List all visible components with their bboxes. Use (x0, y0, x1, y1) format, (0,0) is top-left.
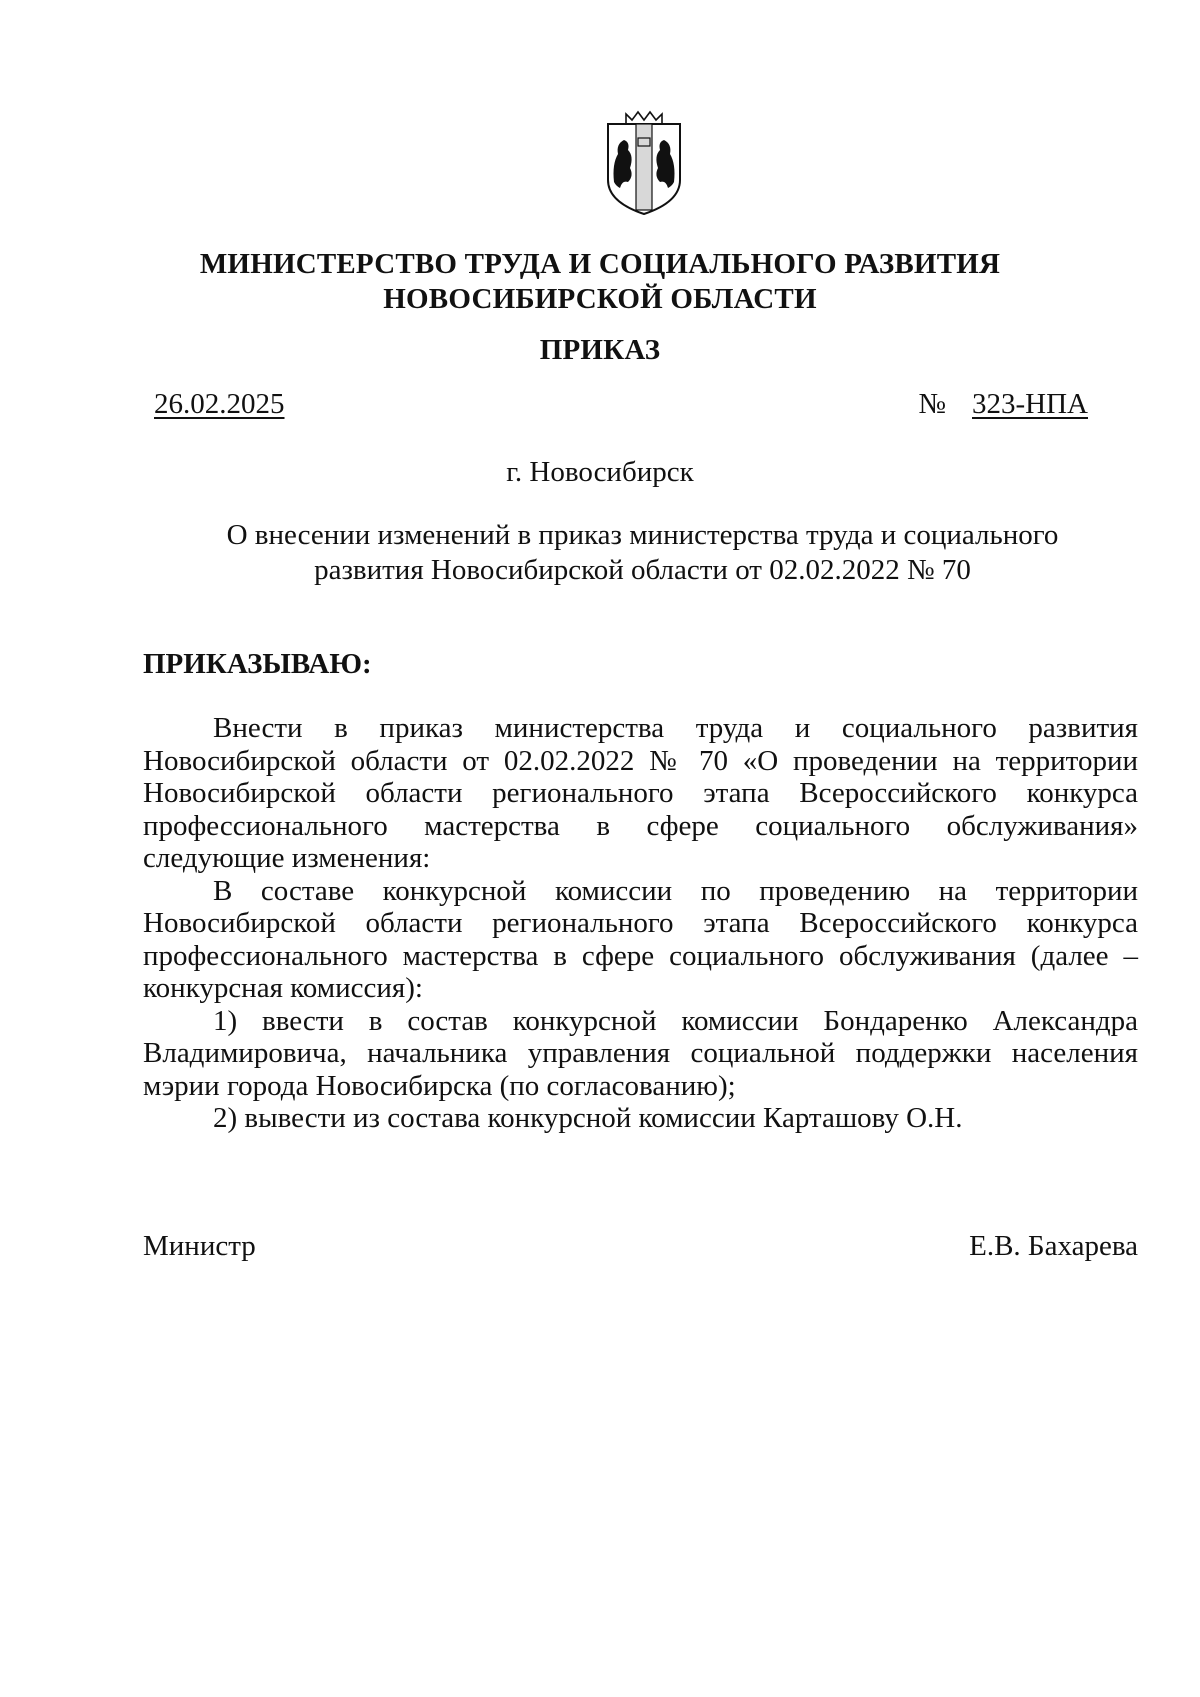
document-city: г. Новосибирск (506, 456, 694, 488)
ministry-name-line2: НОВОСИБИРСКОЙ ОБЛАСТИ (383, 283, 817, 315)
number-sign: № (918, 388, 946, 420)
signatory-position: Министр (143, 1230, 256, 1262)
subject-line2: развития Новосибирской области от 02.02.2022 № 70 (314, 554, 971, 586)
document-subject (150, 518, 1135, 588)
document-body (143, 712, 1138, 1135)
body-paragraph: 1) ввести в состав конкурсной комиссии Бондаренко Александра Владимировича, начальника управления социальной поддержки населения мэрии города Новосибирска (по согласованию); (143, 1004, 1138, 1102)
body-paragraph: В составе конкурсной комиссии по проведению на территории Новосибирской области регионального этапа Всероссийского конкурса профессионального мастерства в сфере социального обслуживания (далее – конкурсная комиссия): (143, 874, 1138, 1004)
document-number-block (918, 388, 1088, 421)
order-word: ПРИКАЗЫВАЮ: (143, 648, 372, 680)
signature-row (143, 1230, 1138, 1263)
body-paragraph: 2) вывести из состава конкурсной комиссии Карташову О.Н. (213, 1102, 963, 1134)
coat-of-arms-icon (602, 110, 686, 218)
document-date: 26.02.2025 (154, 388, 285, 420)
document-type: ПРИКАЗ (539, 334, 661, 366)
document-number: 323-НПА (972, 388, 1088, 420)
signatory-name: Е.В. Бахарева (969, 1230, 1138, 1262)
subject-line1: О внесении изменений в приказ министерства труда и социального (226, 519, 1059, 551)
ministry-name-line1: МИНИСТЕРСТВО ТРУДА И СОЦИАЛЬНОГО РАЗВИТИЯ (199, 248, 1001, 280)
body-paragraph: Внести в приказ министерства труда и социального развития Новосибирской области от 02.02.2022 № 70 «О проведении на территории Новосибирской области регионального этапа Всероссийского конкурса профессионального мастерства в сфере социального обслуживания» следующие изменения: (143, 712, 1138, 874)
